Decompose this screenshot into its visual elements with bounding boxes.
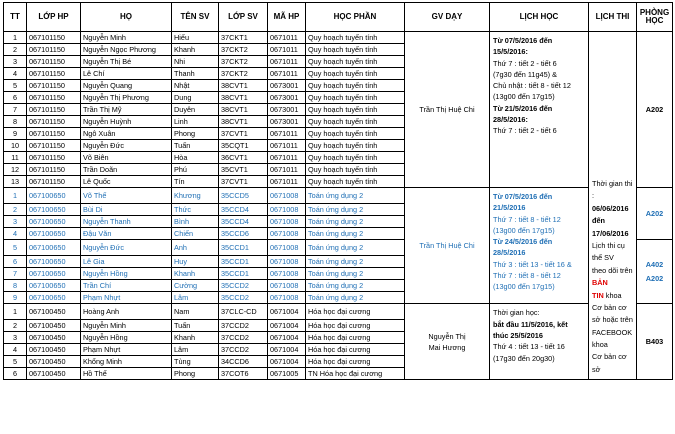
lich-hoc-period: Từ 24/5/2016 đến 28/5/2016 — [493, 237, 553, 258]
cell-hoc-phan: Hóa học đại cương — [306, 332, 405, 344]
cell-lop-sv: 37CKT2 — [219, 44, 268, 56]
cell-hoc-phan: Toán ứng dụng 2 — [306, 215, 405, 227]
cell-lop-hp: 067100450 — [27, 304, 81, 320]
cell-ten-sv: Tuấn — [172, 140, 219, 152]
room-cell: A202 — [637, 32, 673, 188]
cell-ho: Nguyễn Đức — [81, 239, 172, 256]
room-cell: A202 — [637, 188, 673, 240]
cell-ten-sv: Nhi — [172, 56, 219, 68]
cell-tt: 2 — [4, 44, 27, 56]
lich-hoc-period: Từ 07/5/2016 đến 15/5/2016: — [493, 36, 553, 57]
cell-ten-sv: Tuấn — [172, 320, 219, 332]
cell-ten-sv: Khanh — [172, 332, 219, 344]
cell-tt: 8 — [4, 116, 27, 128]
cell-hoc-phan: Quy hoạch tuyến tính — [306, 44, 405, 56]
cell-ho: Nguyễn Quang — [81, 80, 172, 92]
lich-thi-line: Thời gian thi : — [592, 179, 633, 201]
cell-ma-hp: 0671008 — [268, 215, 306, 227]
cell-tt: 7 — [4, 268, 27, 280]
lich-hoc-line: Thứ 3 : tiết 13 - tiết 16 & — [493, 259, 572, 269]
cell-ho: Võ Biên — [81, 152, 172, 164]
cell-lop-hp: 067100450 — [27, 344, 81, 356]
room-cell: B403 — [637, 304, 673, 380]
cell-ho: Nguyễn Đức — [81, 140, 172, 152]
cell-ho: Lê Quốc — [81, 176, 172, 188]
cell-ten-sv: Cường — [172, 280, 219, 292]
lich-thi-text: khoa Cơ bản cơ — [592, 290, 627, 312]
cell-ma-hp: 0673001 — [268, 116, 306, 128]
cell-ten-sv: Hiếu — [172, 32, 219, 44]
cell-tt: 2 — [4, 203, 27, 215]
cell-lop-hp: 067101150 — [27, 92, 81, 104]
table-row — [4, 304, 673, 320]
lich-thi-line: Cơ bản cơ sở — [592, 352, 627, 374]
cell-ma-hp: 0673001 — [268, 104, 306, 116]
cell-lop-hp: 067101150 — [27, 128, 81, 140]
cell-tt: 2 — [4, 320, 27, 332]
cell-tt: 4 — [4, 68, 27, 80]
header-lop-sv: LỚP SV — [219, 3, 268, 32]
lich-thi-line: FACEBOOK khoa — [592, 327, 633, 350]
cell-ma-hp: 0671008 — [268, 188, 306, 204]
schedule-table — [3, 2, 673, 380]
cell-lop-sv: 38CVT1 — [219, 92, 268, 104]
lich-thi-cell — [589, 32, 637, 380]
cell-ten-sv: Duyên — [172, 104, 219, 116]
cell-tt: 6 — [4, 256, 27, 268]
cell-hoc-phan: Quy hoạch tuyến tính — [306, 32, 405, 44]
cell-ten-sv: Chiến — [172, 227, 219, 239]
cell-lop-sv: 37COT6 — [219, 368, 268, 380]
cell-hoc-phan: TN Hóa học đại cương — [306, 368, 405, 380]
header-ten-sv: TÊN SV — [172, 3, 219, 32]
lich-hoc-period: bắt đầu 11/5/2016, kết — [493, 319, 568, 329]
cell-lop-sv: 35CCD2 — [219, 292, 268, 304]
cell-ma-hp: 0671008 — [268, 292, 306, 304]
cell-ten-sv: Tùng — [172, 356, 219, 368]
cell-lop-hp: 067101150 — [27, 116, 81, 128]
cell-lop-sv: 35CCD4 — [219, 203, 268, 215]
cell-ten-sv: Thức — [172, 203, 219, 215]
cell-ma-hp: 0671008 — [268, 227, 306, 239]
cell-lop-sv: 35CCD6 — [219, 227, 268, 239]
cell-hoc-phan: Quy hoạch tuyến tính — [306, 68, 405, 80]
cell-hoc-phan: Hóa học đại cương — [306, 320, 405, 332]
lich-thi-line: Lịch thi cụ thể SV — [592, 240, 625, 263]
cell-tt: 9 — [4, 128, 27, 140]
cell-tt: 8 — [4, 280, 27, 292]
cell-lop-hp: 067100650 — [27, 215, 81, 227]
gv-name: Mai Hương — [428, 342, 466, 352]
cell-ma-hp: 0671011 — [268, 56, 306, 68]
gv-cell — [405, 304, 490, 380]
cell-ma-hp: 0671011 — [268, 128, 306, 140]
cell-hoc-phan: Hóa học đại cương — [306, 356, 405, 368]
lich-hoc-period: Từ 21/5/2016 đến 28/5/2016: — [493, 103, 553, 125]
cell-lop-sv: 37CVT1 — [219, 128, 268, 140]
cell-tt: 5 — [4, 356, 27, 368]
lich-thi-date: 17/06/2016 — [592, 228, 629, 238]
cell-ho: Phạm Nhựt — [81, 344, 172, 356]
cell-lop-sv: 37CCD2 — [219, 344, 268, 356]
cell-lop-sv: 37CLC-CD — [219, 304, 268, 320]
cell-tt: 12 — [4, 164, 27, 176]
cell-hoc-phan: Quy hoạch tuyến tính — [306, 152, 405, 164]
cell-ma-hp: 0671011 — [268, 176, 306, 188]
cell-lop-sv: 35CQT1 — [219, 140, 268, 152]
header-ma-hp: MÃ HP — [268, 3, 306, 32]
cell-ho: Lê Chí — [81, 68, 172, 80]
cell-lop-sv: 38CVT1 — [219, 80, 268, 92]
cell-hoc-phan: Toán ứng dụng 2 — [306, 268, 405, 280]
cell-tt: 4 — [4, 227, 27, 239]
cell-lop-hp: 067101150 — [27, 56, 81, 68]
cell-hoc-phan: Toán ứng dụng 2 — [306, 292, 405, 304]
cell-tt: 7 — [4, 104, 27, 116]
cell-lop-hp: 067101150 — [27, 152, 81, 164]
lich-hoc-line: Thứ 7 : tiết 2 - tiết 6 — [493, 126, 557, 136]
lich-hoc-cell — [490, 32, 589, 188]
room-label: A202 — [645, 273, 664, 283]
lich-thi-line — [592, 290, 633, 315]
cell-ten-sv: Tín — [172, 176, 219, 188]
cell-lop-hp: 067100650 — [27, 292, 81, 304]
cell-lop-sv: 35CCD1 — [219, 268, 268, 280]
cell-ho: Trần Doãn — [81, 164, 172, 176]
cell-ma-hp: 0671011 — [268, 44, 306, 56]
table-row — [4, 188, 673, 204]
room-cell — [637, 239, 673, 304]
room-label: A402 — [645, 259, 664, 269]
header-lich-hoc: LỊCH HỌC — [490, 3, 589, 32]
cell-lop-hp: 067100650 — [27, 268, 81, 280]
cell-ho: Ngô Xuân — [81, 128, 172, 140]
table-body — [4, 32, 673, 380]
lich-thi-line: sở hoặc trên — [592, 315, 633, 325]
header-lich-thi: LỊCH THI — [589, 3, 637, 32]
cell-ho: Nguyễn Hồng — [81, 332, 172, 344]
header-lop-hp: LỚP HP — [27, 3, 81, 32]
cell-ho: Nguyễn Thanh — [81, 215, 172, 227]
cell-lop-hp: 067101150 — [27, 164, 81, 176]
cell-lop-sv: 38CVT1 — [219, 116, 268, 128]
cell-ho: Nguyễn Ngọc Phương — [81, 44, 172, 56]
cell-tt: 1 — [4, 188, 27, 204]
cell-ten-sv: Phong — [172, 368, 219, 380]
cell-lop-sv: 37CVT1 — [219, 176, 268, 188]
cell-ho: Hoàng Anh — [81, 304, 172, 320]
cell-ma-hp: 0671008 — [268, 268, 306, 280]
cell-ten-sv: Khương — [172, 188, 219, 204]
cell-ho: Võ Thế — [81, 188, 172, 204]
cell-hoc-phan: Toán ứng dụng 2 — [306, 256, 405, 268]
lich-hoc-line: (7g30 đến 11g45) & — [493, 69, 557, 79]
header-row — [4, 3, 673, 32]
cell-lop-hp: 067100650 — [27, 188, 81, 204]
cell-lop-hp: 067101150 — [27, 32, 81, 44]
cell-lop-sv: 37CCD2 — [219, 332, 268, 344]
cell-ho: Nguyễn Thị Phương — [81, 92, 172, 104]
cell-lop-sv: 35CCD4 — [219, 215, 268, 227]
cell-lop-sv: 37CKT2 — [219, 56, 268, 68]
cell-hoc-phan: Quy hoạch tuyến tính — [306, 176, 405, 188]
cell-ho: Bùi Di — [81, 203, 172, 215]
cell-lop-hp: 067101150 — [27, 68, 81, 80]
header-ho: HỌ — [81, 3, 172, 32]
cell-hoc-phan: Toán ứng dụng 2 — [306, 239, 405, 256]
cell-ten-sv: Khanh — [172, 44, 219, 56]
gv-cell — [405, 32, 490, 188]
cell-lop-hp: 067101150 — [27, 80, 81, 92]
cell-ten-sv: Huy — [172, 256, 219, 268]
cell-ten-sv: Anh — [172, 239, 219, 256]
lich-hoc-line: Chủ nhật : tiết 8 - tiết 12 — [493, 81, 571, 91]
cell-ten-sv: Linh — [172, 116, 219, 128]
cell-hoc-phan: Toán ứng dụng 2 — [306, 280, 405, 292]
header-gv-day: GV DẠY — [405, 3, 490, 32]
cell-ten-sv: Nhật — [172, 80, 219, 92]
cell-lop-sv: 37CKT2 — [219, 68, 268, 80]
cell-lop-hp: 067100650 — [27, 203, 81, 215]
cell-lop-hp: 067100450 — [27, 332, 81, 344]
cell-tt: 6 — [4, 368, 27, 380]
cell-lop-sv: 36CVT1 — [219, 152, 268, 164]
cell-ma-hp: 0671008 — [268, 280, 306, 292]
header-hoc-phan: HỌC PHẦN — [306, 3, 405, 32]
cell-hoc-phan: Quy hoạch tuyến tính — [306, 80, 405, 92]
cell-lop-hp: 067100450 — [27, 356, 81, 368]
cell-ma-hp: 0671011 — [268, 152, 306, 164]
cell-ma-hp: 0671008 — [268, 256, 306, 268]
cell-lop-sv: 34CCD6 — [219, 356, 268, 368]
cell-ma-hp: 0671004 — [268, 344, 306, 356]
cell-ma-hp: 0671011 — [268, 140, 306, 152]
cell-lop-hp: 067101150 — [27, 176, 81, 188]
cell-ten-sv: Dung — [172, 92, 219, 104]
cell-hoc-phan: Hóa học đại cương — [306, 304, 405, 320]
cell-hoc-phan: Quy hoạch tuyến tính — [306, 56, 405, 68]
cell-hoc-phan: Toán ứng dụng 2 — [306, 188, 405, 204]
cell-lop-hp: 067101150 — [27, 140, 81, 152]
lich-hoc-cell — [490, 304, 589, 380]
cell-ma-hp: 0671004 — [268, 356, 306, 368]
cell-lop-sv: 35CCD5 — [219, 188, 268, 204]
cell-ma-hp: 0671005 — [268, 368, 306, 380]
cell-lop-hp: 067100450 — [27, 320, 81, 332]
cell-tt: 5 — [4, 239, 27, 256]
cell-ho: Đậu Văn — [81, 227, 172, 239]
lich-hoc-period: thúc 25/5/2016 — [493, 330, 543, 340]
lich-hoc-line: (17g30 đến 20g30) — [493, 353, 555, 363]
cell-ho: Trần Thị Mỹ — [81, 104, 172, 116]
cell-ten-sv: Lâm — [172, 292, 219, 304]
cell-lop-hp: 067100650 — [27, 280, 81, 292]
cell-ho: Trần Chí — [81, 280, 172, 292]
cell-ma-hp: 0671008 — [268, 203, 306, 215]
cell-hoc-phan: Quy hoạch tuyến tính — [306, 164, 405, 176]
cell-lop-sv: 35CCD1 — [219, 239, 268, 256]
cell-ten-sv: Lâm — [172, 344, 219, 356]
lich-hoc-line: (13g00 đến 17g15) — [493, 92, 555, 102]
cell-ma-hp: 0671004 — [268, 332, 306, 344]
cell-ten-sv: Khanh — [172, 268, 219, 280]
cell-ho: Nguyễn Minh — [81, 32, 172, 44]
cell-ma-hp: 0671004 — [268, 304, 306, 320]
lich-hoc-line: Thứ 7 : tiết 8 - tiết 12 — [493, 214, 561, 224]
lich-hoc-line: (13g00 đến 17g15) — [493, 225, 555, 235]
cell-ma-hp: 0671008 — [268, 239, 306, 256]
cell-hoc-phan: Quy hoạch tuyến tính — [306, 140, 405, 152]
cell-tt: 9 — [4, 292, 27, 304]
lich-hoc-line: Thứ 7 : tiết 8 - tiết 12 — [493, 271, 561, 281]
lich-thi-date: 06/06/2016 đến — [592, 203, 629, 226]
header-phong-hoc: PHÒNG HỌC — [637, 3, 673, 32]
cell-lop-hp: 067101150 — [27, 104, 81, 116]
lich-hoc-line: Thứ 7 : tiết 2 - tiết 6 — [493, 58, 557, 68]
table-row — [4, 32, 673, 44]
cell-ma-hp: 0673001 — [268, 92, 306, 104]
cell-ten-sv: Phong — [172, 128, 219, 140]
cell-ma-hp: 0671011 — [268, 164, 306, 176]
cell-ma-hp: 0671004 — [268, 320, 306, 332]
lich-hoc-line: (13g00 đến 17g15) — [493, 282, 555, 292]
lich-thi-line — [592, 265, 633, 290]
cell-tt: 11 — [4, 152, 27, 164]
cell-ho: Hồ Thế — [81, 368, 172, 380]
ban-tin-label: BẢN — [592, 278, 608, 288]
cell-ten-sv: Phú — [172, 164, 219, 176]
cell-tt: 1 — [4, 304, 27, 320]
cell-ho: Khổng Minh — [81, 356, 172, 368]
cell-tt: 5 — [4, 80, 27, 92]
cell-tt: 3 — [4, 332, 27, 344]
cell-lop-hp: 067100450 — [27, 368, 81, 380]
cell-hoc-phan: Quy hoạch tuyến tính — [306, 104, 405, 116]
cell-hoc-phan: Toán ứng dụng 2 — [306, 227, 405, 239]
cell-tt: 13 — [4, 176, 27, 188]
cell-ten-sv: Bình — [172, 215, 219, 227]
cell-hoc-phan: Toán ứng dụng 2 — [306, 203, 405, 215]
cell-ho: Nguyễn Thị Bé — [81, 56, 172, 68]
cell-ho: Nguyễn Huỳnh — [81, 116, 172, 128]
cell-hoc-phan: Quy hoạch tuyến tính — [306, 128, 405, 140]
cell-lop-hp: 067101150 — [27, 44, 81, 56]
cell-tt: 1 — [4, 32, 27, 44]
cell-lop-sv: 38CVT1 — [219, 104, 268, 116]
cell-tt: 4 — [4, 344, 27, 356]
cell-ten-sv: Hòa — [172, 152, 219, 164]
cell-lop-sv: 35CCD1 — [219, 256, 268, 268]
cell-ten-sv: Nam — [172, 304, 219, 320]
cell-lop-hp: 067100650 — [27, 227, 81, 239]
lich-hoc-line: Thứ 4 : tiết 13 - tiết 16 — [493, 342, 565, 352]
cell-tt: 10 — [4, 140, 27, 152]
lich-thi-text: theo dõi trên — [592, 265, 633, 275]
cell-lop-sv: 37CCD2 — [219, 320, 268, 332]
lich-hoc-period: Từ 07/5/2016 đến 21/5/2016 — [493, 192, 553, 213]
cell-ho: Phạm Nhựt — [81, 292, 172, 304]
cell-ho: Nguyễn Minh — [81, 320, 172, 332]
gv-cell — [405, 188, 490, 304]
cell-hoc-phan: Quy hoạch tuyến tính — [306, 116, 405, 128]
cell-ma-hp: 0671011 — [268, 68, 306, 80]
cell-hoc-phan: Quy hoạch tuyến tính — [306, 92, 405, 104]
ban-tin-label: TIN — [592, 290, 604, 300]
cell-lop-sv: 35CVT1 — [219, 164, 268, 176]
cell-ten-sv: Thanh — [172, 68, 219, 80]
cell-lop-sv: 37CKT1 — [219, 32, 268, 44]
gv-name: Nguyễn Thị — [428, 331, 466, 341]
cell-tt: 6 — [4, 92, 27, 104]
cell-ma-hp: 0671011 — [268, 32, 306, 44]
gv-name: Trần Thị Huệ Chi — [419, 104, 475, 114]
cell-lop-hp: 067100650 — [27, 256, 81, 268]
lich-hoc-cell — [490, 188, 589, 304]
cell-hoc-phan: Hóa học đại cương — [306, 344, 405, 356]
cell-ho: Lê Gia — [81, 256, 172, 268]
cell-tt: 3 — [4, 215, 27, 227]
gv-name: Trần Thị Huệ Chi — [419, 241, 475, 251]
cell-tt: 3 — [4, 56, 27, 68]
lich-hoc-line: Thời gian học: — [493, 308, 540, 318]
header-tt: TT — [4, 3, 27, 32]
cell-ma-hp: 0673001 — [268, 80, 306, 92]
cell-lop-sv: 35CCD2 — [219, 280, 268, 292]
cell-lop-hp: 067100650 — [27, 239, 81, 256]
cell-ho: Nguyễn Hồng — [81, 268, 172, 280]
